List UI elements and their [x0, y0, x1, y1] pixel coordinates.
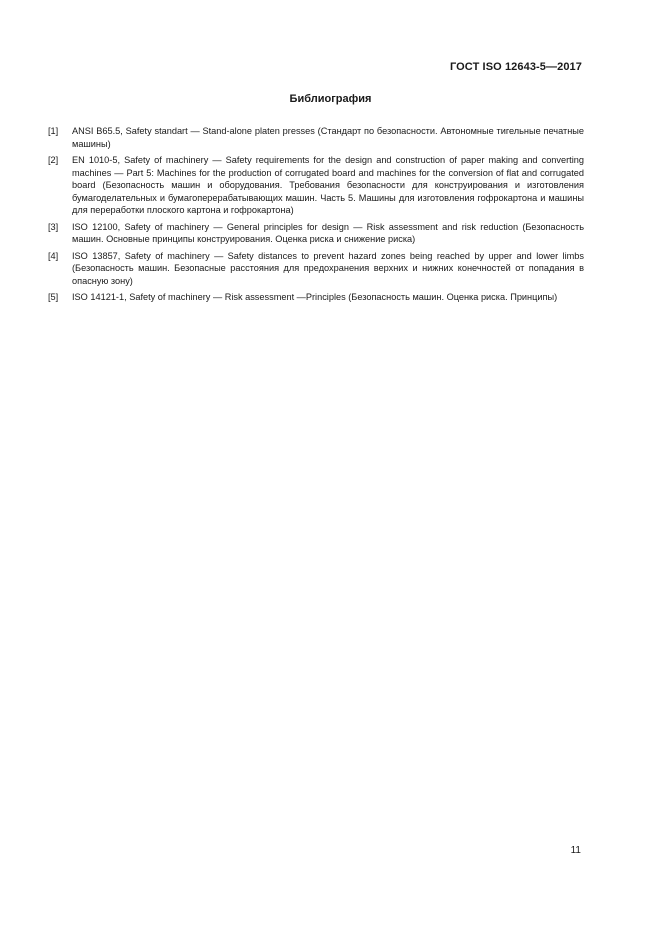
bibliography-item — [48, 250, 584, 288]
bibliography-item — [48, 125, 584, 150]
reference-number: [5] — [48, 292, 59, 303]
bibliography-item — [48, 291, 584, 304]
section-title: Библиография — [289, 93, 372, 105]
bibliography-list — [48, 125, 584, 308]
document-code: ГОСТ ISO 12643-5—2017 — [449, 61, 582, 73]
reference-text: EN 1010-5, Safety of machinery — Safety requirements for the design and construction of paper making and converting machines — Part 5: Machines for the production of corrugated board and machines for the conversion of flat and corrugated board (Безопасность машин и оборудования. Требования безопасности для конструирования и изготовления бумагоделательных и бумагоперерабатывающих машин. Часть 5. Машины для изготовления гофрокартона и машины для переработки плоского картона и гофрокартона) — [72, 154, 584, 216]
reference-text: ISO 13857, Safety of machinery — Safety distances to prevent hazard zones being reached by upper and lower limbs (Безопасность машин. Безопасные расстояния для предохранения верхних и нижних конечностей от попадания в опасную зону) — [72, 250, 584, 286]
reference-number: [2] — [48, 154, 59, 165]
reference-number: [1] — [48, 126, 59, 136]
reference-text: ANSI B65.5, Safety standart — Stand-alone platen presses (Стандарт по безопасности. Автономные тигельные печатные машины) — [72, 126, 584, 149]
reference-number: [3] — [48, 221, 59, 232]
reference-text: ISO 14121-1, Safety of machinery — Risk assessment —Principles (Безопасность машин. Оценка риска. Принципы) — [72, 292, 558, 303]
page-number: 11 — [570, 845, 581, 856]
reference-text: ISO 12100, Safety of machinery — General principles for design — Risk assessment and risk reduction (Безопасность машин. Основные принципы конструирования. Оценка риска и снижение риска) — [72, 221, 584, 245]
bibliography-item — [48, 221, 584, 246]
bibliography-item — [48, 154, 584, 217]
reference-number: [4] — [48, 250, 59, 261]
